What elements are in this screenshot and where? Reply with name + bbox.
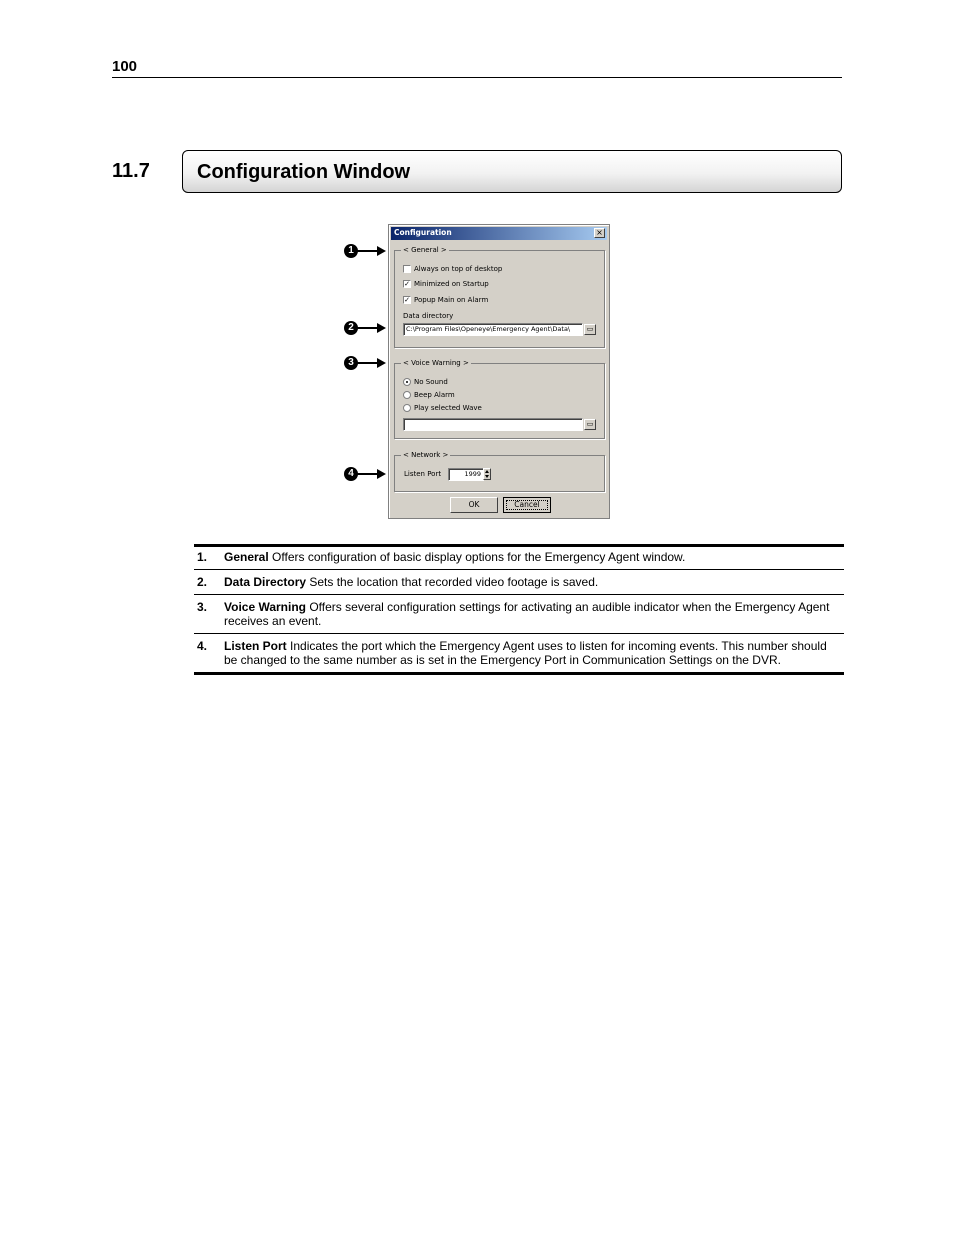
spin-down-icon[interactable]: [485, 475, 489, 478]
play-selected-wave-label: Play selected Wave: [414, 404, 482, 412]
voice-warning-group-label: < Voice Warning >: [403, 359, 469, 367]
callout-data-directory: [344, 321, 386, 335]
arrow-right-icon: [377, 246, 386, 256]
item-description: [221, 634, 844, 674]
item-text: Indicates the port which the Emergency Agent uses to listen for incoming events. This number should be changed to the same number as is set in the Emergency Port in Communication Settings on the DVR.: [224, 639, 827, 667]
minimized-on-startup-label: Minimized on Startup: [414, 280, 489, 288]
general-group: [394, 246, 605, 348]
close-icon[interactable]: ×: [594, 228, 605, 238]
item-term: Listen Port: [224, 639, 287, 653]
always-on-top-label: Always on top of desktop: [414, 265, 503, 273]
voice-warning-group: [394, 359, 605, 439]
item-number: 3.: [197, 600, 208, 614]
item-description: [221, 570, 844, 595]
wave-path-input[interactable]: [403, 418, 583, 431]
network-group-label: < Network >: [403, 451, 449, 459]
item-number: 4.: [197, 639, 208, 653]
callout-general: [344, 244, 386, 258]
network-group: [394, 451, 605, 492]
item-text: Offers configuration of basic display options for the Emergency Agent window.: [268, 550, 686, 564]
callout-listen-port: [344, 467, 386, 481]
header-rule: [112, 77, 842, 78]
item-text: Offers several configuration settings for activating an audible indicator when the Emergency Agent receives an event.: [224, 600, 830, 628]
arrow-right-icon: [377, 469, 386, 479]
data-directory-input[interactable]: C:\Program Files\Openeye\Emergency Agent\Data\: [403, 323, 583, 336]
item-number: 2.: [197, 575, 208, 589]
ok-button[interactable]: OK: [450, 497, 498, 513]
item-text: Sets the location that recorded video footage is saved.: [306, 575, 599, 589]
folder-icon[interactable]: ▭: [584, 419, 596, 430]
section-title: Configuration Window: [197, 161, 411, 183]
no-sound-radio[interactable]: [403, 378, 411, 386]
callout-number: 1: [344, 244, 358, 258]
item-description: [221, 595, 844, 634]
play-selected-wave-radio[interactable]: [403, 404, 411, 412]
popup-main-on-alarm-checkbox[interactable]: ✓: [404, 296, 410, 304]
beep-alarm-label: Beep Alarm: [414, 391, 455, 399]
arrow-right-icon: [377, 358, 386, 368]
listen-port-spinner[interactable]: [483, 468, 491, 480]
beep-alarm-radio[interactable]: [403, 391, 411, 399]
callout-number: 2: [344, 321, 358, 335]
minimized-on-startup-checkbox[interactable]: ✓: [404, 280, 410, 288]
item-number: 1.: [197, 550, 208, 564]
callout-arrow-line: [357, 473, 379, 475]
listen-port-input[interactable]: 1999: [448, 468, 484, 481]
callout-arrow-line: [357, 327, 379, 329]
configuration-dialog: [388, 224, 610, 519]
item-description: [221, 545, 844, 570]
section-number: 11.7: [112, 160, 150, 182]
dialog-titlebar[interactable]: [391, 227, 607, 240]
item-term: Data Directory: [224, 575, 307, 589]
popup-main-on-alarm-label: Popup Main on Alarm: [414, 296, 489, 304]
general-group-label: < General >: [403, 246, 447, 254]
item-term: Voice Warning: [224, 600, 307, 614]
callout-arrow-line: [357, 250, 379, 252]
callout-number: 3: [344, 356, 358, 370]
page-number: 100: [112, 58, 138, 75]
callout-voice-warning: [344, 356, 386, 370]
table-row: [194, 570, 844, 595]
arrow-right-icon: [377, 323, 386, 333]
callout-arrow-line: [357, 362, 379, 364]
listen-port-label: Listen Port: [404, 470, 442, 478]
item-term: General: [224, 550, 269, 564]
description-table: [194, 545, 844, 675]
spin-up-icon[interactable]: [485, 470, 489, 473]
callout-number: 4: [344, 467, 358, 481]
cancel-button[interactable]: Cancel: [503, 497, 551, 513]
table-row: [194, 595, 844, 634]
section-heading-box: [182, 150, 842, 193]
dialog-title: Configuration: [394, 228, 452, 237]
data-directory-label: Data directory: [403, 312, 454, 320]
no-sound-label: No Sound: [414, 378, 448, 386]
table-row: [194, 545, 844, 570]
always-on-top-checkbox[interactable]: [403, 265, 411, 273]
folder-icon[interactable]: ▭: [584, 324, 596, 335]
table-row: [194, 634, 844, 674]
